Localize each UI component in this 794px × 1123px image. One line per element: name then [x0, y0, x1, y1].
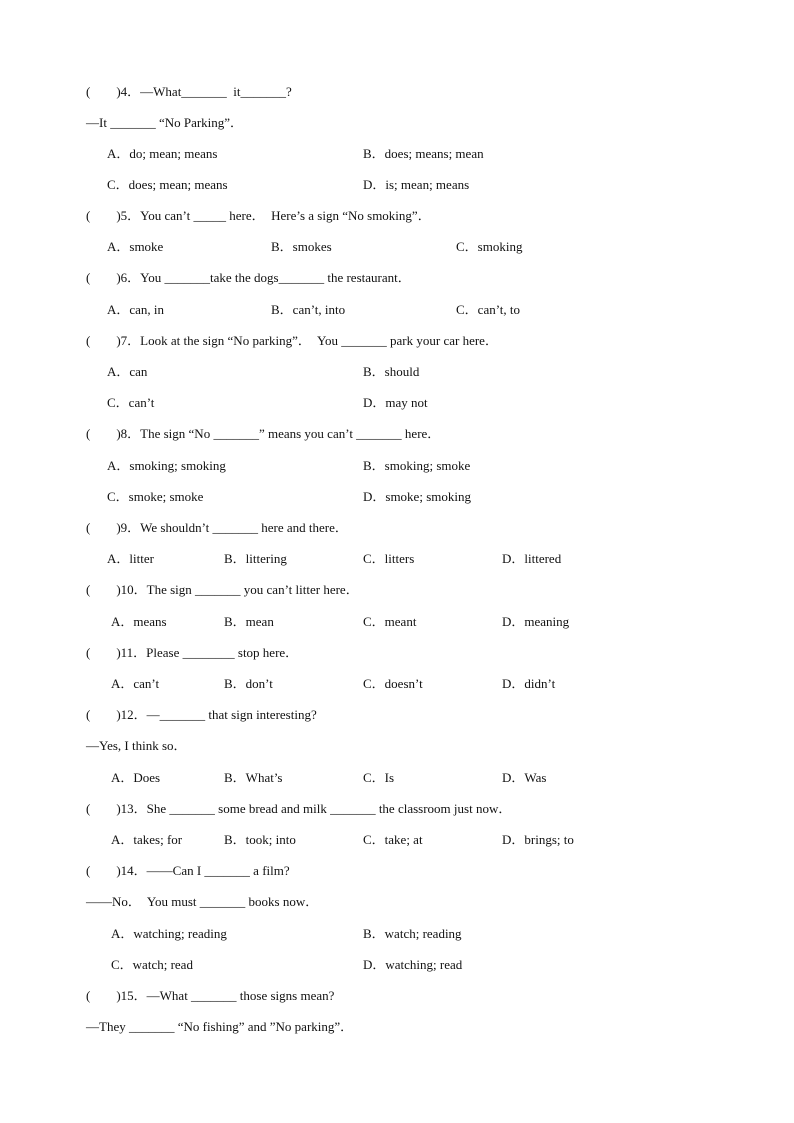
question-14-answer-line: ——No． You must _______ books now． [86, 894, 319, 909]
question-9-stem: ( )9．We shouldn’t _______ here and there． [86, 520, 348, 535]
question-6-stem: ( )6．You _______take the dogs_______ the restaurant． [86, 270, 411, 285]
question-9-option-a[interactable]: A．litter [107, 551, 154, 566]
question-5-option-c[interactable]: C．smoking [456, 239, 523, 254]
question-13-option-a[interactable]: A．takes; for [111, 832, 183, 847]
question-4-answer-line: —It _______ “No Parking”． [86, 115, 244, 130]
question-10-option-a[interactable]: A．means [111, 614, 167, 629]
question-7-option-d[interactable]: D．may not [363, 395, 428, 410]
question-8-option-a[interactable]: A．smoking; smoking [107, 458, 226, 473]
question-6-option-b[interactable]: B．can’t, into [271, 302, 346, 317]
question-6-option-c[interactable]: C．can’t, to [456, 302, 521, 317]
question-6-option-a[interactable]: A．can, in [107, 302, 165, 317]
question-10-stem: ( )10．The sign _______ you can’t litter here． [86, 582, 359, 597]
question-12-option-d[interactable]: D．Was [502, 770, 547, 785]
question-15-answer-line: —They _______ “No fishing” and ”No parking”． [86, 1019, 354, 1034]
question-5-option-b[interactable]: B．smokes [271, 239, 332, 254]
question-8-option-c[interactable]: C．smoke; smoke [107, 489, 204, 504]
question-4-option-d[interactable]: D．is; mean; means [363, 177, 470, 192]
question-12-option-a[interactable]: A．Does [111, 770, 161, 785]
question-4-stem: ( )4．—What_______ it_______? [86, 84, 292, 99]
question-14-option-c[interactable]: C．watch; read [111, 957, 193, 972]
question-10-option-c[interactable]: C．meant [363, 614, 417, 629]
question-12-option-c[interactable]: C．Is [363, 770, 395, 785]
question-12-answer-line: —Yes, I think so． [86, 738, 187, 753]
question-4-option-c[interactable]: C．does; mean; means [107, 177, 228, 192]
question-10-option-b[interactable]: B．mean [224, 614, 274, 629]
question-5-stem: ( )5．You can’t _____ here． Here’s a sign “No smoking”． [86, 208, 431, 223]
question-15-stem: ( )15．—What _______ those signs mean? [86, 988, 335, 1003]
question-12-option-b[interactable]: B．What’s [224, 770, 283, 785]
question-9-option-b[interactable]: B．littering [224, 551, 287, 566]
question-13-option-b[interactable]: B．took; into [224, 832, 296, 847]
question-7-option-b[interactable]: B．should [363, 364, 420, 379]
question-13-option-d[interactable]: D．brings; to [502, 832, 574, 847]
question-11-stem: ( )11．Please ________ stop here． [86, 645, 299, 660]
question-8-option-d[interactable]: D．smoke; smoking [363, 489, 471, 504]
question-11-option-d[interactable]: D．didn’t [502, 676, 556, 691]
question-5-option-a[interactable]: A．smoke [107, 239, 164, 254]
question-8-stem: ( )8．The sign “No _______” means you can’t _______ here． [86, 426, 441, 441]
question-11-option-c[interactable]: C．doesn’t [363, 676, 423, 691]
question-7-option-c[interactable]: C．can’t [107, 395, 155, 410]
question-11-option-a[interactable]: A．can’t [111, 676, 160, 691]
question-4-option-a[interactable]: A．do; mean; means [107, 146, 218, 161]
question-9-option-d[interactable]: D．littered [502, 551, 562, 566]
question-9-option-c[interactable]: C．litters [363, 551, 415, 566]
question-13-option-c[interactable]: C．take; at [363, 832, 423, 847]
question-11-option-b[interactable]: B．don’t [224, 676, 273, 691]
question-8-option-b[interactable]: B．smoking; smoke [363, 458, 471, 473]
question-7-stem: ( )7．Look at the sign “No parking”． You _______ park your car here． [86, 333, 498, 348]
question-14-stem: ( )14．——Can I _______ a film? [86, 863, 290, 878]
question-14-option-b[interactable]: B．watch; reading [363, 926, 462, 941]
question-10-option-d[interactable]: D．meaning [502, 614, 570, 629]
question-12-stem: ( )12．—_______ that sign interesting? [86, 707, 317, 722]
question-7-option-a[interactable]: A．can [107, 364, 148, 379]
question-4-option-b[interactable]: B．does; means; mean [363, 146, 484, 161]
question-13-stem: ( )13．She _______ some bread and milk _______ the classroom just now． [86, 801, 512, 816]
question-14-option-d[interactable]: D．watching; read [363, 957, 463, 972]
question-14-option-a[interactable]: A．watching; reading [111, 926, 227, 941]
